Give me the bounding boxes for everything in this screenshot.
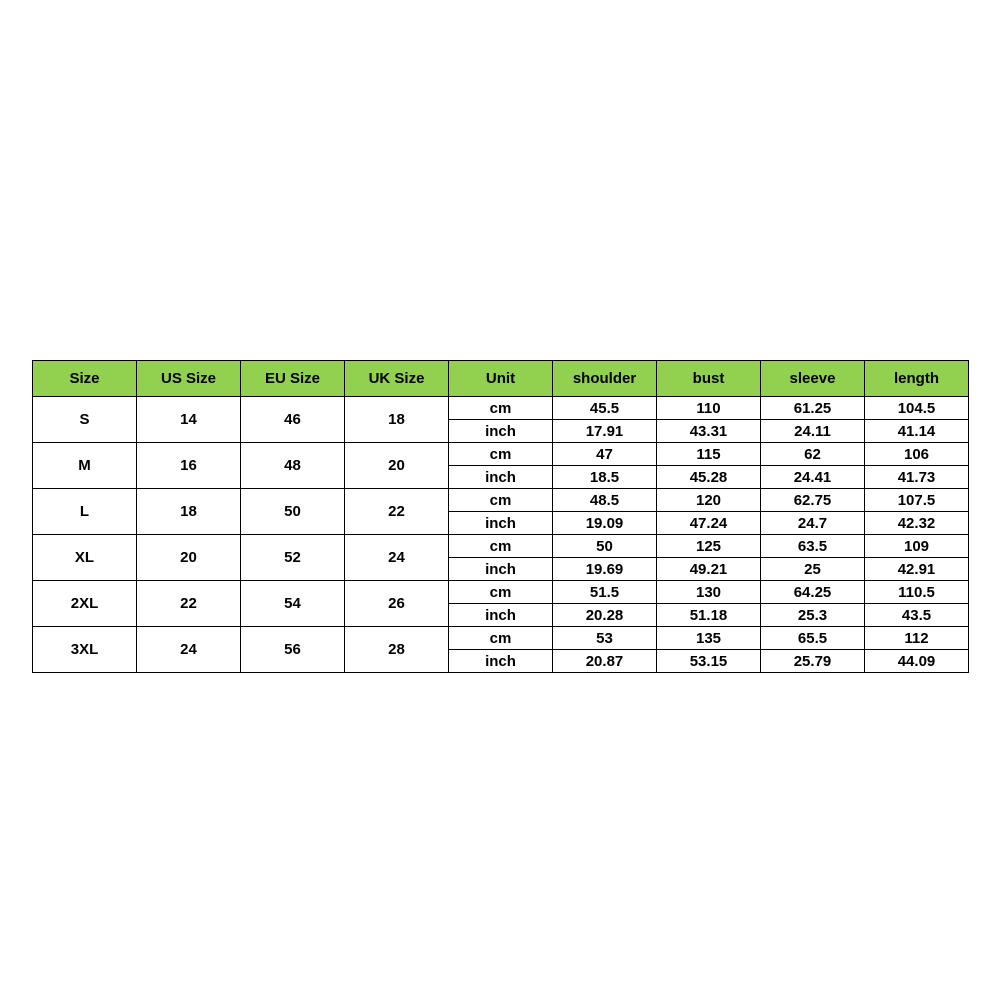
cell-size: 3XL <box>33 627 137 673</box>
col-header-bust: bust <box>657 361 761 397</box>
cell-shoulder: 19.09 <box>553 512 657 535</box>
cell-eu: 48 <box>241 443 345 489</box>
cell-bust: 110 <box>657 397 761 420</box>
col-header-eu-size: EU Size <box>241 361 345 397</box>
cell-unit: cm <box>449 627 553 650</box>
table-row <box>33 581 969 604</box>
cell-unit: inch <box>449 466 553 489</box>
table-row <box>33 535 969 558</box>
cell-bust: 130 <box>657 581 761 604</box>
cell-bust: 115 <box>657 443 761 466</box>
cell-sleeve: 62.75 <box>761 489 865 512</box>
cell-length: 112 <box>865 627 969 650</box>
cell-length: 106 <box>865 443 969 466</box>
cell-uk: 22 <box>345 489 449 535</box>
cell-length: 110.5 <box>865 581 969 604</box>
cell-sleeve: 25.3 <box>761 604 865 627</box>
cell-unit: cm <box>449 397 553 420</box>
cell-unit: cm <box>449 489 553 512</box>
cell-length: 41.73 <box>865 466 969 489</box>
cell-bust: 125 <box>657 535 761 558</box>
cell-uk: 28 <box>345 627 449 673</box>
cell-bust: 135 <box>657 627 761 650</box>
cell-bust: 53.15 <box>657 650 761 673</box>
cell-shoulder: 17.91 <box>553 420 657 443</box>
cell-sleeve: 25 <box>761 558 865 581</box>
col-header-shoulder: shoulder <box>553 361 657 397</box>
cell-us: 24 <box>137 627 241 673</box>
cell-length: 44.09 <box>865 650 969 673</box>
cell-sleeve: 24.41 <box>761 466 865 489</box>
table-header <box>33 361 969 397</box>
table-body <box>33 397 969 673</box>
cell-shoulder: 48.5 <box>553 489 657 512</box>
cell-shoulder: 47 <box>553 443 657 466</box>
cell-unit: cm <box>449 443 553 466</box>
cell-sleeve: 63.5 <box>761 535 865 558</box>
cell-uk: 26 <box>345 581 449 627</box>
col-header-sleeve: sleeve <box>761 361 865 397</box>
table-row <box>33 443 969 466</box>
cell-unit: inch <box>449 558 553 581</box>
cell-unit: cm <box>449 535 553 558</box>
cell-uk: 20 <box>345 443 449 489</box>
cell-unit: inch <box>449 420 553 443</box>
cell-shoulder: 20.87 <box>553 650 657 673</box>
cell-unit: inch <box>449 512 553 535</box>
cell-bust: 47.24 <box>657 512 761 535</box>
cell-us: 18 <box>137 489 241 535</box>
cell-size: L <box>33 489 137 535</box>
cell-us: 20 <box>137 535 241 581</box>
cell-shoulder: 51.5 <box>553 581 657 604</box>
cell-size: M <box>33 443 137 489</box>
cell-length: 41.14 <box>865 420 969 443</box>
cell-bust: 120 <box>657 489 761 512</box>
cell-size: 2XL <box>33 581 137 627</box>
cell-eu: 56 <box>241 627 345 673</box>
cell-sleeve: 24.7 <box>761 512 865 535</box>
cell-us: 14 <box>137 397 241 443</box>
cell-unit: cm <box>449 581 553 604</box>
col-header-size: Size <box>33 361 137 397</box>
cell-sleeve: 25.79 <box>761 650 865 673</box>
cell-sleeve: 24.11 <box>761 420 865 443</box>
table-row <box>33 397 969 420</box>
cell-length: 109 <box>865 535 969 558</box>
cell-shoulder: 18.5 <box>553 466 657 489</box>
cell-sleeve: 62 <box>761 443 865 466</box>
cell-sleeve: 61.25 <box>761 397 865 420</box>
cell-bust: 49.21 <box>657 558 761 581</box>
cell-length: 104.5 <box>865 397 969 420</box>
cell-eu: 54 <box>241 581 345 627</box>
cell-eu: 46 <box>241 397 345 443</box>
cell-length: 42.32 <box>865 512 969 535</box>
cell-sleeve: 65.5 <box>761 627 865 650</box>
col-header-uk-size: UK Size <box>345 361 449 397</box>
col-header-unit: Unit <box>449 361 553 397</box>
cell-shoulder: 19.69 <box>553 558 657 581</box>
cell-eu: 50 <box>241 489 345 535</box>
cell-shoulder: 53 <box>553 627 657 650</box>
header-row <box>33 361 969 397</box>
cell-bust: 45.28 <box>657 466 761 489</box>
cell-unit: inch <box>449 650 553 673</box>
cell-length: 42.91 <box>865 558 969 581</box>
col-header-us-size: US Size <box>137 361 241 397</box>
cell-shoulder: 20.28 <box>553 604 657 627</box>
cell-uk: 18 <box>345 397 449 443</box>
cell-shoulder: 45.5 <box>553 397 657 420</box>
cell-sleeve: 64.25 <box>761 581 865 604</box>
cell-eu: 52 <box>241 535 345 581</box>
cell-bust: 51.18 <box>657 604 761 627</box>
cell-shoulder: 50 <box>553 535 657 558</box>
cell-size: S <box>33 397 137 443</box>
cell-us: 16 <box>137 443 241 489</box>
table-row <box>33 627 969 650</box>
cell-length: 107.5 <box>865 489 969 512</box>
cell-uk: 24 <box>345 535 449 581</box>
table-row <box>33 489 969 512</box>
size-chart-table <box>32 360 969 673</box>
cell-length: 43.5 <box>865 604 969 627</box>
cell-bust: 43.31 <box>657 420 761 443</box>
cell-unit: inch <box>449 604 553 627</box>
col-header-length: length <box>865 361 969 397</box>
cell-size: XL <box>33 535 137 581</box>
cell-us: 22 <box>137 581 241 627</box>
